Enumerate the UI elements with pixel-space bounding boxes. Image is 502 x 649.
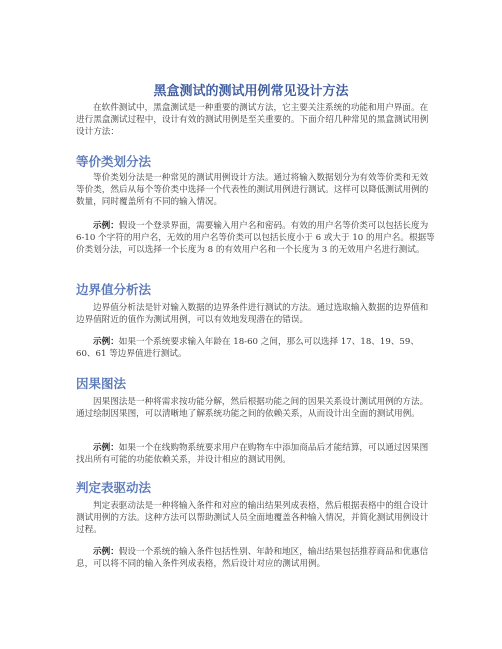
section-body-equivalence: 等价类划分法是一种常见的测试用例设计方法。通过将输入数据划分为有效等价类和无效等价类，然后从每个等价类中选择一个代表性的测试用例进行测试。这样可以降低测试用例的数量，同时覆盖所有不同的输入情况。 [76, 173, 429, 208]
section-heading-boundary: 边界值分析法 [76, 282, 152, 297]
section-heading-decision-table: 判定表驱动法 [76, 480, 152, 495]
intro-paragraph: 在软件测试中，黑盒测试是一种重要的测试方法，它主要关注系统的功能和用户界面。在进行黑盒测试过程中，设计有效的测试用例是至关重要的。下面介绍几种常见的黑盒测试用例设计方法： [76, 103, 429, 138]
example-label: 示例： [93, 221, 119, 231]
example-label: 示例： [93, 337, 119, 347]
section-body-boundary: 边界值分析法是针对输入数据的边界条件进行测试的方法。通过选取输入数据的边界值和边界值附近的值作为测试用例，可以有效地发现潜在的错误。 [76, 303, 429, 326]
example-text: 如果一个系统要求输入年龄在 18-60 之间，那么可以选择 17、18、19、59、60、61 等边界值进行测试。 [76, 337, 419, 360]
section-heading-equivalence: 等价类划分法 [76, 154, 152, 169]
section-heading-cause-effect: 因果图法 [76, 376, 127, 391]
example-text: 假设一个系统的输入条件包括性别、年龄和地区，输出结果包括推荐商品和优惠信息，可以将不同的输入条件列成表格，然后设计对应的测试用例。 [76, 547, 429, 570]
example-label: 示例： [93, 547, 119, 557]
example-text: 假设一个登录界面，需要输入用户名和密码。有效的用户名等价类可以包括长度为 6-10 个字符的用户名，无效的用户名等价类可以包括长度小于 6 或大于 10 的用户名。根据等价类划分法，可以选择一个长度为 8 的有效用户名和一个长度为 3 的无效用户名进行测试。 [76, 221, 435, 256]
example-equivalence [76, 220, 436, 257]
page-title: 黑盒测试的测试用例常见设计方法 [153, 84, 349, 99]
example-cause-effect [76, 442, 436, 466]
section-body-cause-effect: 因果图法是一种将需求按功能分解，然后根据功能之间的因果关系设计测试用例的方法。通过绘制因果图，可以清晰地了解系统功能之间的依赖关系，从而设计出全面的测试用例。 [76, 397, 429, 420]
example-label: 示例： [93, 443, 119, 453]
example-text: 如果一个在线购物系统要求用户在购物车中添加商品后才能结算，可以通过因果图找出所有可能的功能依赖关系，并设计相应的测试用例。 [76, 443, 429, 466]
section-body-decision-table: 判定表驱动法是一种将输入条件和对应的输出结果列成表格，然后根据表格中的组合设计测试用例的方法。这种方法可以帮助测试人员全面地覆盖各种输入情况，并简化测试用例设计过程。 [76, 501, 429, 536]
example-decision-table [76, 546, 436, 570]
example-boundary [76, 336, 436, 360]
